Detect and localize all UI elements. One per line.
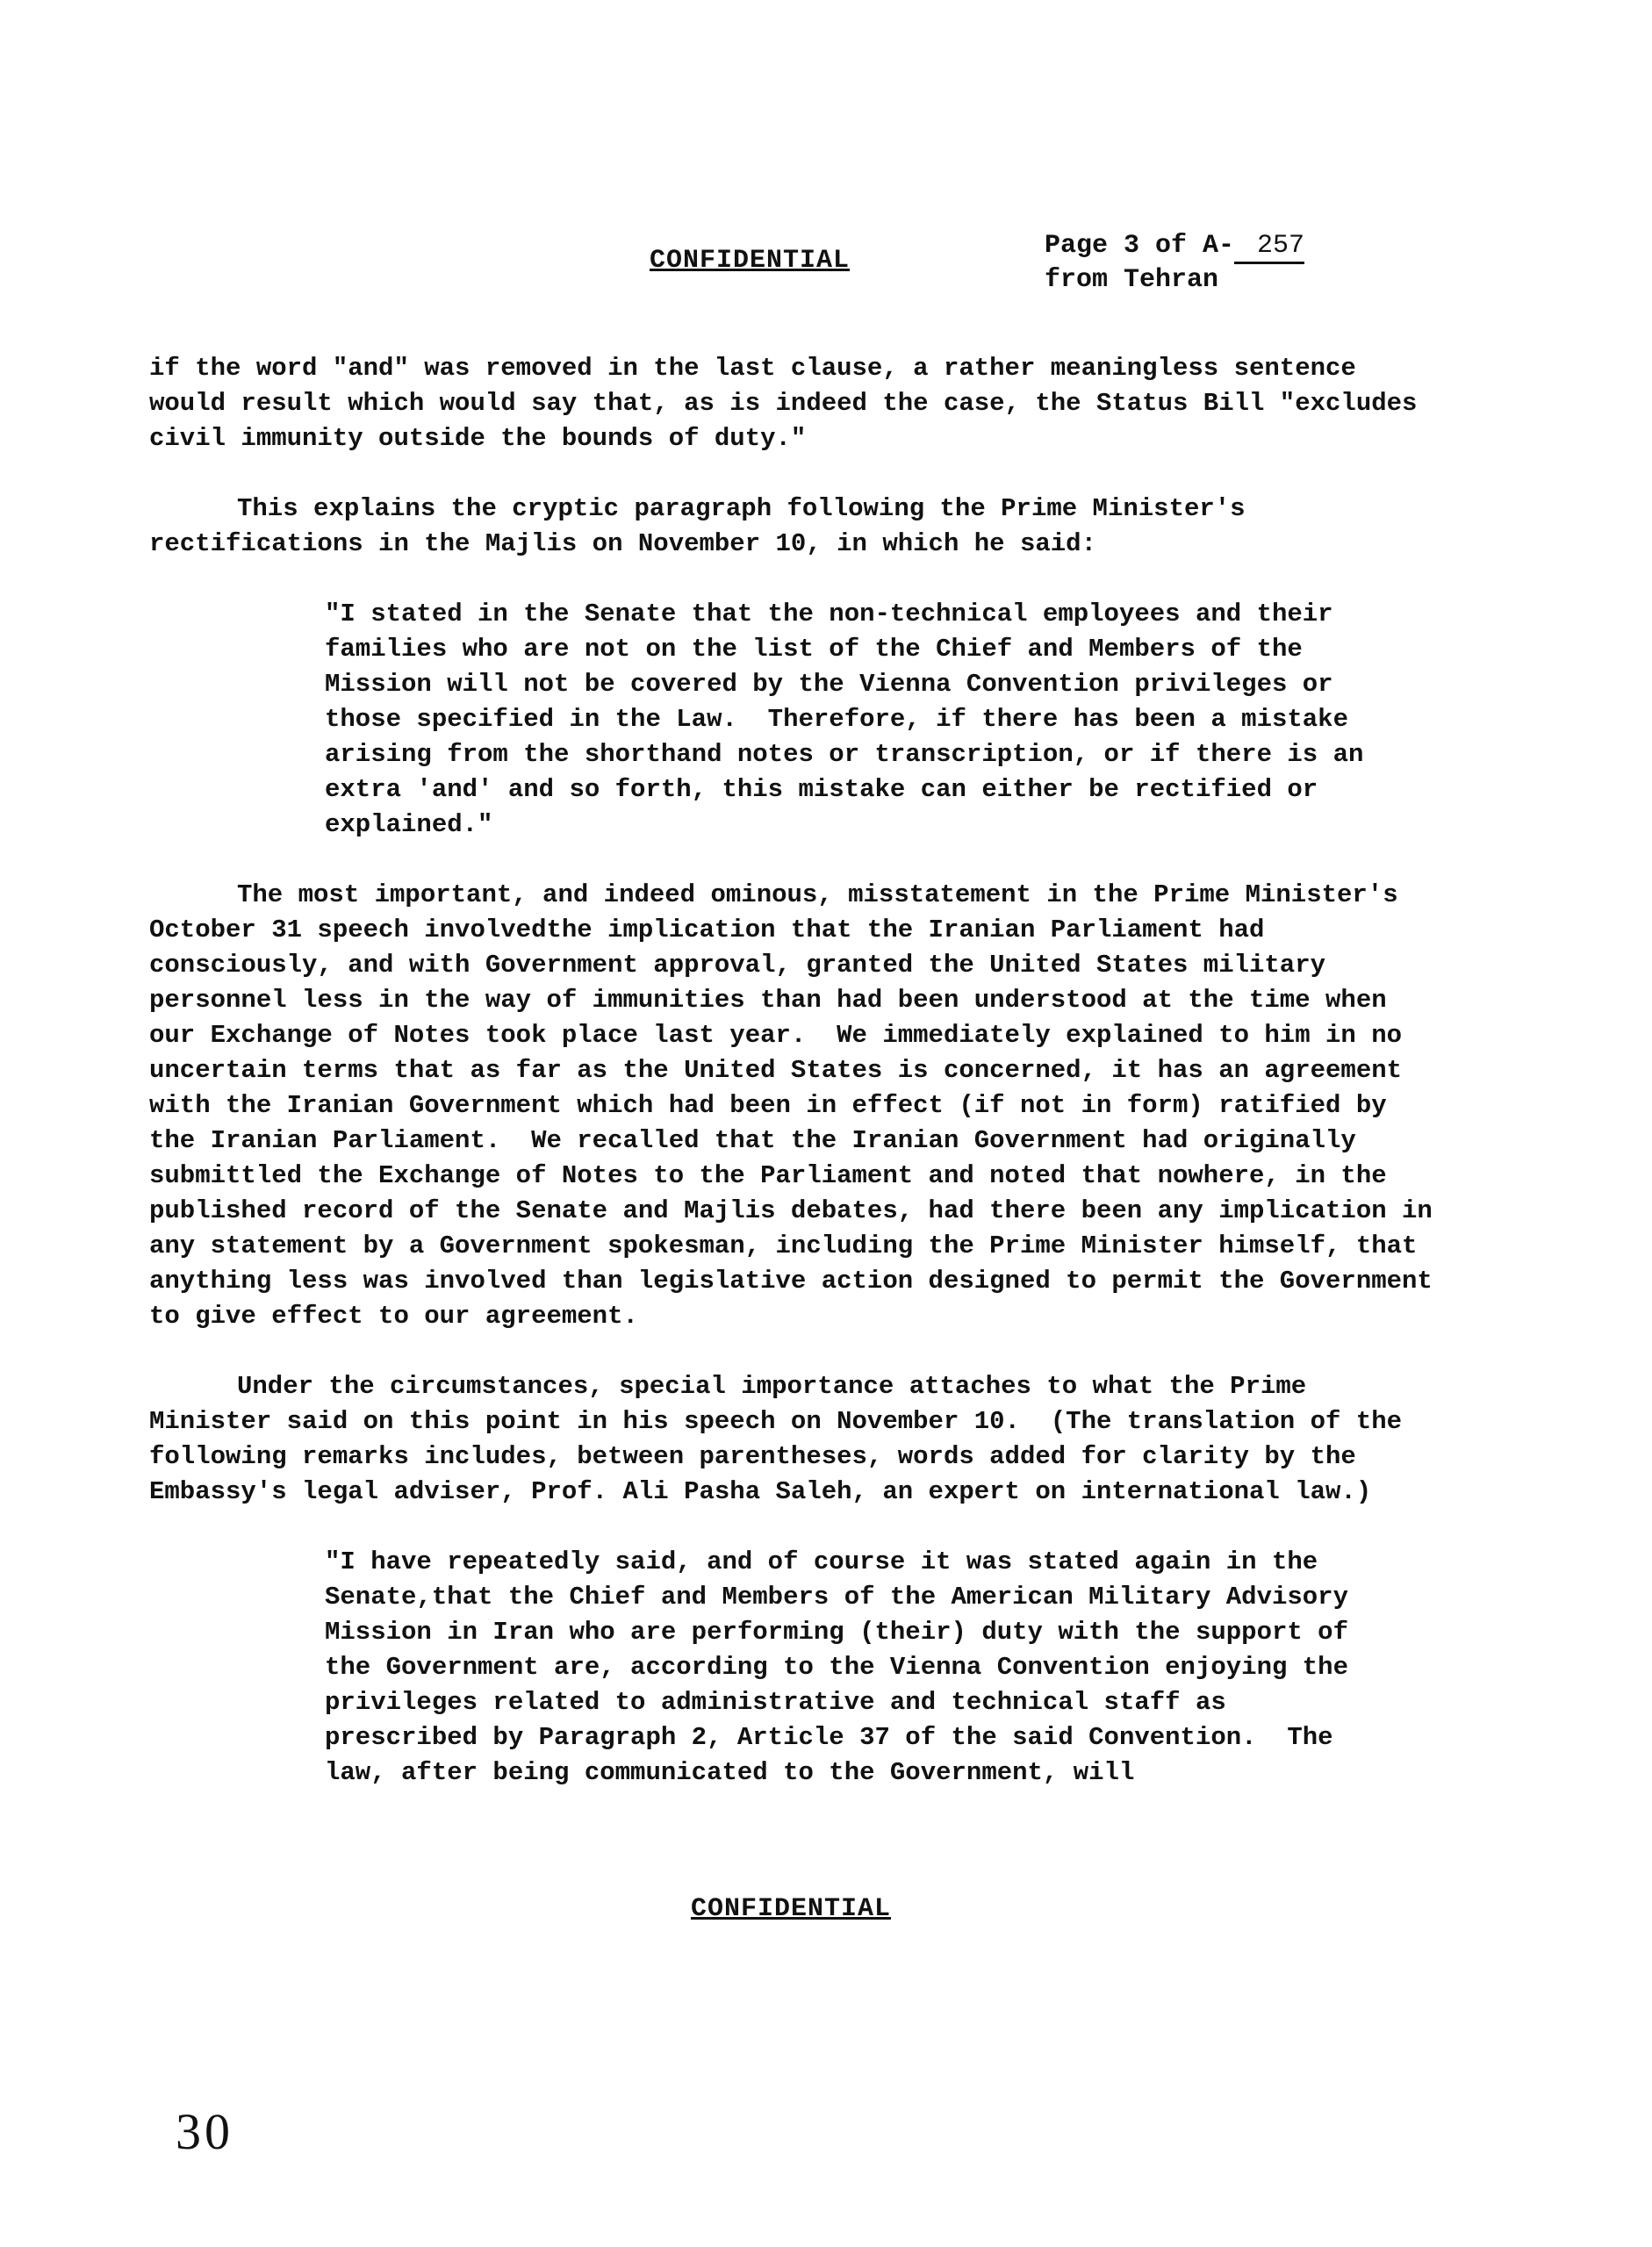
header-classification-stamp: CONFIDENTIAL [650, 246, 851, 276]
page-footer [0, 1894, 1652, 1924]
page-header [650, 230, 1352, 309]
header-page-reference [1045, 230, 1304, 296]
quote-repeatedly-said: "I have repeatedly said, and of course it was stated again in the Senate,that the Chief and Members of the American Military Advisory Mission in Iran who are performing (their) duty with the support of the Government are, according to the Vienna Convention enjoying the privileges related to administrative and technical staff as prescribed by Paragraph 2, Article 37 of the said Convention. The law, after being communicated to the Government, will [325, 1547, 1364, 1787]
paragraph-circumstances: Under the circumstances, special importance attaches to what the Prime Minister said on this point in his speech on November 10. (The translation of the following remarks includes, between parentheses, words added for clarity by the Embassy's legal adviser, Prof. Ali Pasha Saleh, an expert on international law.) [149, 1372, 1418, 1506]
paragraph-cryptic-explanation: This explains the cryptic paragraph following the Prime Minister's rectifications in the Majlis on November 10, in which he said: [149, 494, 1261, 558]
paragraph-continuation: if the word "and" was removed in the last clause, a rather meaningless sentence would result which would say that, as is indeed the case, the Status Bill "excludes civil immunity outside the bounds of duty." [149, 354, 1433, 453]
footer-classification-stamp: CONFIDENTIAL [690, 1894, 892, 1924]
quote-senate-statement: "I stated in the Senate that the non-technical employees and their families who are not on the list of the Chief and Members of the Mission will not be covered by the Vienna Convention privileges or those specified in the Law. Therefore, if there has been a mistake arising from the shorthand notes or transcription, or if there is an extra 'and' and so forth, this mistake can either be rectified or explained." [325, 599, 1379, 839]
paragraph-ominous-misstatement: The most important, and indeed ominous, misstatement in the Prime Minister's October 31 speech involvedthe implication that the Iranian Parliament had consciously, and with Government approval, granted the United States military personnel less in the way of immunities than had been understood at the time when our Exchange of Notes took place last year. We immediately explained to him in no uncertain terms that as far as the United States is concerned, it has an agreement with the Iranian Government which had been in effect (if not in form) ratified by the Iranian Parliament. We recalled that the Iranian Government had originally submittled the Exchange of Notes to the Parliament and noted that nowhere, in the published record of the Senate and Majlis debates, had there been any implication in any statement by a Government spokesman, including the Prime Minister himself, that anything less was involved than legislative action designed to permit the Government to give effect to our agreement. [149, 880, 1448, 1331]
airgram-number: 257 [1234, 230, 1304, 264]
page-reference-line2: from Tehran [1045, 265, 1219, 295]
page-reference-line1 [1045, 230, 1304, 264]
page-reference-prefix: Page 3 of A- [1045, 231, 1235, 261]
document-body [149, 351, 1448, 1826]
page-number: 30 [176, 2103, 233, 2160]
